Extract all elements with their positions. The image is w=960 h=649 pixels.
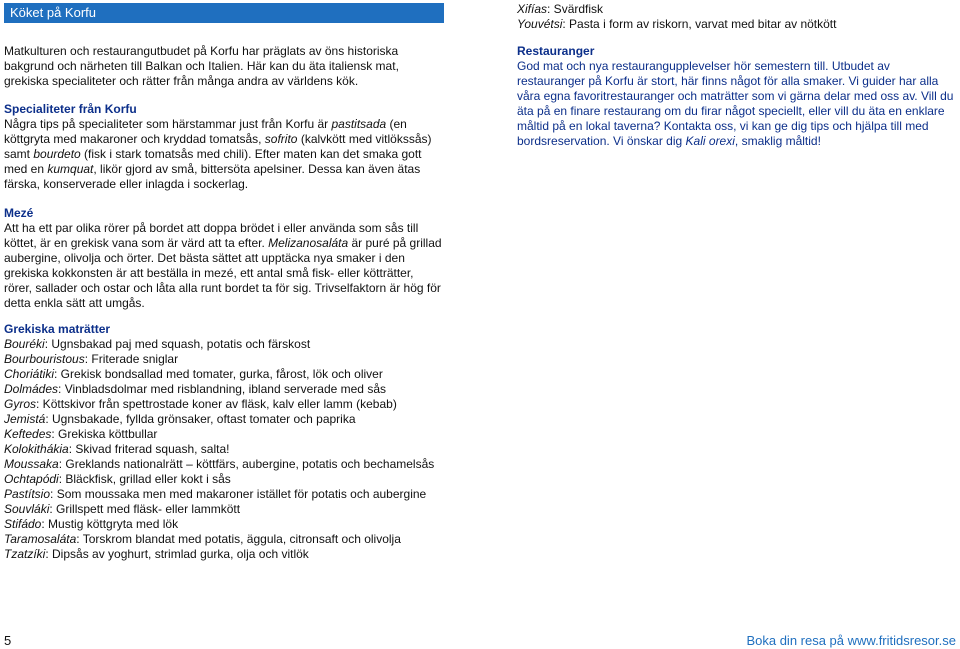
dish-item <box>4 367 444 382</box>
dish-name: Gyros <box>4 397 37 411</box>
dish-name: Choriátiki <box>4 367 55 381</box>
intro-paragraph: Matkulturen och restaurangutbudet på Korfu har präglats av öns historiska bakgrund och närheten till Balkan och Italien. Här kan du äta italiensk mat, grekiska specialiteter och rätter från många andra av världens kök. <box>4 44 399 88</box>
dish-item <box>4 412 444 427</box>
dish-name: Bourbouristous <box>4 352 85 366</box>
meze-section <box>4 206 444 311</box>
dish-item <box>4 532 444 547</box>
dish-item <box>4 382 444 397</box>
dish-description: : Torskrom blandat med potatis, äggula, citronsaft och olivolja <box>76 532 401 546</box>
dishes-heading: Grekiska maträtter <box>4 322 111 336</box>
dish-list-continued <box>517 2 957 32</box>
dish-description: : Svärdfisk <box>547 2 604 16</box>
dish-description: : Mustig köttgryta med lök <box>41 517 179 531</box>
dish-item <box>4 487 444 502</box>
dish-name: Youvétsi <box>517 17 563 31</box>
dish-description: : Grillspett med fläsk- eller lammkött <box>49 502 241 516</box>
dish-name: Jemistá <box>4 412 46 426</box>
dish-description: : Ugnsbakad paj med squash, potatis och färskost <box>44 337 311 351</box>
page-number: 5 <box>4 633 12 648</box>
specialties-section <box>4 102 444 192</box>
dish-description: : Grekisk bondsallad med tomater, gurka, fårost, lök och oliver <box>54 367 383 381</box>
dish-description: : Vinbladsdolmar med risblandning, ibland serverade med sås <box>58 382 386 396</box>
dish-item <box>4 502 444 517</box>
dish-item <box>4 442 444 457</box>
dish-item <box>4 517 444 532</box>
dish-name: Tzatzíki <box>4 547 46 561</box>
dish-item <box>4 337 444 352</box>
dish-name: Dolmádes <box>4 382 59 396</box>
dish-name: Taramosaláta <box>4 532 77 546</box>
dish-description: : Ugnsbakade, fyllda grönsaker, oftast tomater och paprika <box>45 412 356 426</box>
specialties-heading: Specialiteter från Korfu <box>4 102 137 116</box>
dish-list <box>4 337 444 562</box>
dishes-section <box>4 322 444 562</box>
specialties-text: Några tips på specialiteter som härstammar just från Korfu är pastitsada (en köttgryta med makaroner och kryddad tomatsås, sofrito (kalvkött med vitlökssås) samt bourdeto (fisk i stark tomatsås med chili). Efter maten kan det smaka gott med en kumquat, likör gjord av små, bittersöta apelsiner. Dessa kan även ätas färska, konserverade eller inlagda i sockerlag. <box>4 117 432 191</box>
dish-item <box>4 427 444 442</box>
dish-item <box>4 547 444 562</box>
dish-item <box>4 397 444 412</box>
restaurants-text: God mat och nya restaurangupplevelser hör semestern till. Utbudet av restauranger på Korfu är stort, här finns något för alla smaker. Vi guider har alla våra egna favoritrestauranger och maträtter som vi gärna delar med oss av. Vill du äta på en finare restaurang om du firar något speciellt, eller vill du äta en enklare måltid på en lokal taverna? Kontakta oss, vi kan ge dig tips och hjälpa till med bordsreservation. Vi önskar dig Kali orexi, smaklig måltid! <box>517 59 954 148</box>
meze-heading: Mezé <box>4 206 34 220</box>
dish-item <box>517 17 957 32</box>
dish-item <box>4 352 444 367</box>
dish-description: : Som moussaka men med makaroner istället för potatis och aubergine <box>50 487 427 501</box>
dish-description: : Bläckfisk, grillad eller kokt i sås <box>58 472 231 486</box>
dish-description: : Greklands nationalrätt – köttfärs, aubergine, potatis och bechamelsås <box>58 457 435 471</box>
restaurants-heading: Restauranger <box>517 44 595 58</box>
restaurants-section <box>517 44 957 149</box>
dish-item <box>4 457 444 472</box>
dish-name: Xifías <box>517 2 548 16</box>
dish-name: Bouréki <box>4 337 45 351</box>
dish-name: Moussaka <box>4 457 59 471</box>
dish-description: : Köttskivor från spettrostade koner av fläsk, kalv eller lamm (kebab) <box>36 397 397 411</box>
dish-name: Pastítsio <box>4 487 51 501</box>
meze-text: Att ha ett par olika rörer på bordet att doppa brödet i eller använda som sås till köttet, är en grekisk vana som är värd att ta efter. Melizanosaláta är puré på grillad aubergine, olivolja och örter. Det bästa sättet att upptäcka nya smaker i den grekiska kokkonsten är att beställa in mezé, ett antal små fisk- eller kötträtter, rörer, sallader och ostar och låta alla runt bordet ta för sig. Trivselfaktorn är hög för detta enkla sätt att umgås. <box>4 221 442 310</box>
dish-item <box>4 472 444 487</box>
dish-name: Ochtapódi <box>4 472 59 486</box>
dish-item <box>517 2 957 17</box>
dish-description: : Skivad friterad squash, salta! <box>68 442 230 456</box>
dish-name: Stifádo <box>4 517 42 531</box>
dish-description: : Grekiska köttbullar <box>51 427 158 441</box>
booking-link[interactable]: Boka din resa på www.fritidsresor.se <box>746 633 956 648</box>
dish-name: Souvláki <box>4 502 50 516</box>
dish-description: : Dipsås av yoghurt, strimlad gurka, olja och vitlök <box>45 547 309 561</box>
section-header: Köket på Korfu <box>4 3 444 23</box>
dish-name: Keftedes <box>4 427 52 441</box>
dish-description: : Friterade sniglar <box>84 352 179 366</box>
dish-description: : Pasta i form av riskorn, varvat med bitar av nötkött <box>562 17 837 31</box>
dish-name: Kolokithákia <box>4 442 69 456</box>
